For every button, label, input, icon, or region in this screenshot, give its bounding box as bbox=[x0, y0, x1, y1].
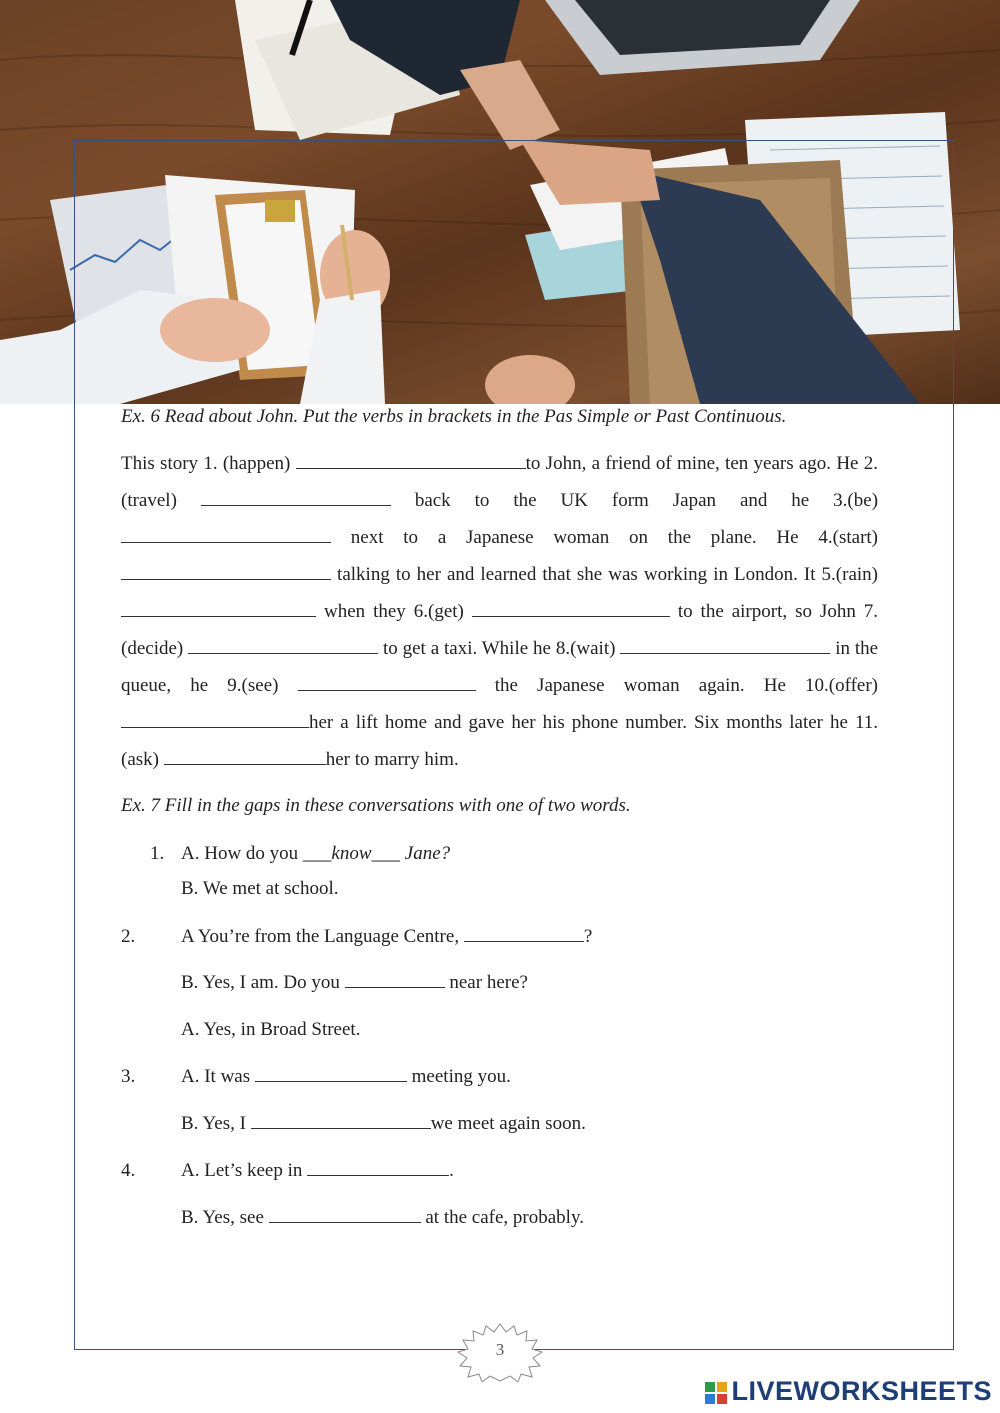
ex6-blank-5[interactable] bbox=[121, 601, 316, 617]
ex6-blank-3[interactable] bbox=[121, 527, 331, 543]
ex6-text-6: when they 6.(get) bbox=[323, 601, 464, 622]
q1-line-a bbox=[181, 843, 450, 865]
ex6-text-10: the Japanese woman again. He 10.(offer) bbox=[494, 675, 879, 696]
q3-number: 3. bbox=[121, 1066, 136, 1087]
ex6-text-8: to get a taxi. While he 8.(wait) bbox=[382, 638, 616, 659]
q4-b-text: B. Yes, see bbox=[181, 1207, 264, 1228]
q3-blank-b[interactable] bbox=[251, 1113, 431, 1129]
q1-number: 1. bbox=[150, 843, 165, 864]
q4-line-b bbox=[181, 1207, 584, 1229]
ex6-text-5: talking to her and learned that she was working in London. It 5.(rain) bbox=[337, 564, 879, 585]
q3-a-text: A. It was bbox=[181, 1066, 251, 1087]
ex6-blank-9[interactable] bbox=[298, 675, 476, 691]
q4-blank-a[interactable] bbox=[307, 1160, 449, 1176]
ex6-paragraph bbox=[121, 445, 878, 778]
ex6-blank-8[interactable] bbox=[620, 638, 830, 654]
q4-blank-b[interactable] bbox=[269, 1207, 421, 1223]
ex6-blank-11[interactable] bbox=[164, 749, 326, 765]
q2-b-text: B. Yes, I am. Do you bbox=[181, 972, 340, 993]
q4-b-after: at the cafe, probably. bbox=[425, 1207, 584, 1228]
ex6-text-9: in the queue, he 9.(see) bbox=[121, 638, 879, 696]
q2-line-a2: A. Yes, in Broad Street. bbox=[181, 1019, 361, 1040]
q3-blank-a[interactable] bbox=[255, 1066, 407, 1082]
q1-line-b: B. We met at school. bbox=[181, 878, 339, 899]
page-number: 3 bbox=[495, 1340, 505, 1359]
ex6-blank-6[interactable] bbox=[472, 601, 670, 617]
q3-b-text: B. Yes, I bbox=[181, 1113, 246, 1134]
q2-blank-b[interactable] bbox=[345, 972, 445, 988]
ex6-blank-10[interactable] bbox=[121, 712, 309, 728]
ex6-instruction: Ex. 6 Read about John. Put the verbs in brackets in the Pas Simple or Past Continuous. bbox=[121, 406, 787, 427]
q1-a-text: A. How do you ___ bbox=[181, 843, 332, 864]
q2-a-text: A You’re from the Language Centre, bbox=[181, 926, 460, 947]
q3-a-after: meeting you. bbox=[411, 1066, 511, 1087]
q1-a-after: ___ Jane? bbox=[371, 843, 451, 864]
q2-line-a bbox=[181, 926, 592, 948]
ex6-blank-4[interactable] bbox=[121, 564, 331, 580]
page-number-badge bbox=[456, 1322, 544, 1382]
q4-a-after: . bbox=[449, 1160, 454, 1181]
q1-answer: know bbox=[331, 843, 372, 864]
ex6-blank-1[interactable] bbox=[296, 453, 526, 469]
ex6-text-4: next to a Japanese woman on the plane. He 4.(start) bbox=[350, 527, 878, 548]
q2-line-b bbox=[181, 972, 528, 994]
q2-a-after: ? bbox=[583, 926, 593, 947]
ex6-text-7: to the airport, so John 7.(decide) bbox=[121, 601, 879, 659]
q3-line-a bbox=[181, 1066, 511, 1088]
ex6-text-2: to John, a friend of mine, ten years ago. He 2.(travel) bbox=[121, 453, 878, 511]
liveworksheets-logo-icon bbox=[705, 1382, 727, 1404]
q3-line-b bbox=[181, 1113, 586, 1135]
ex6-blank-7[interactable] bbox=[188, 638, 378, 654]
ex6-text-3: back to the UK form Japan and he 3.(be) bbox=[414, 490, 879, 511]
q3-b-after: we meet again soon. bbox=[430, 1113, 586, 1134]
ex6-text-12: her to marry him. bbox=[325, 749, 459, 770]
ex6-blank-2[interactable] bbox=[201, 490, 391, 506]
ex6-text-1: This story 1. (happen) bbox=[121, 453, 291, 474]
brand-name: LIVEWORKSHEETS bbox=[731, 1376, 992, 1406]
ex6-text-11: her a lift home and gave her his phone number. Six months later he 11.(ask) bbox=[121, 712, 878, 770]
q2-number: 2. bbox=[121, 926, 136, 947]
ex7-instruction: Ex. 7 Fill in the gaps in these conversations with one of two words. bbox=[121, 795, 631, 816]
q4-line-a bbox=[181, 1160, 454, 1182]
q2-b-after: near here? bbox=[449, 972, 528, 993]
q4-a-text: A. Let’s keep in bbox=[181, 1160, 303, 1181]
liveworksheets-logo bbox=[705, 1376, 992, 1407]
q2-blank-a[interactable] bbox=[464, 926, 584, 942]
q4-number: 4. bbox=[121, 1160, 136, 1181]
